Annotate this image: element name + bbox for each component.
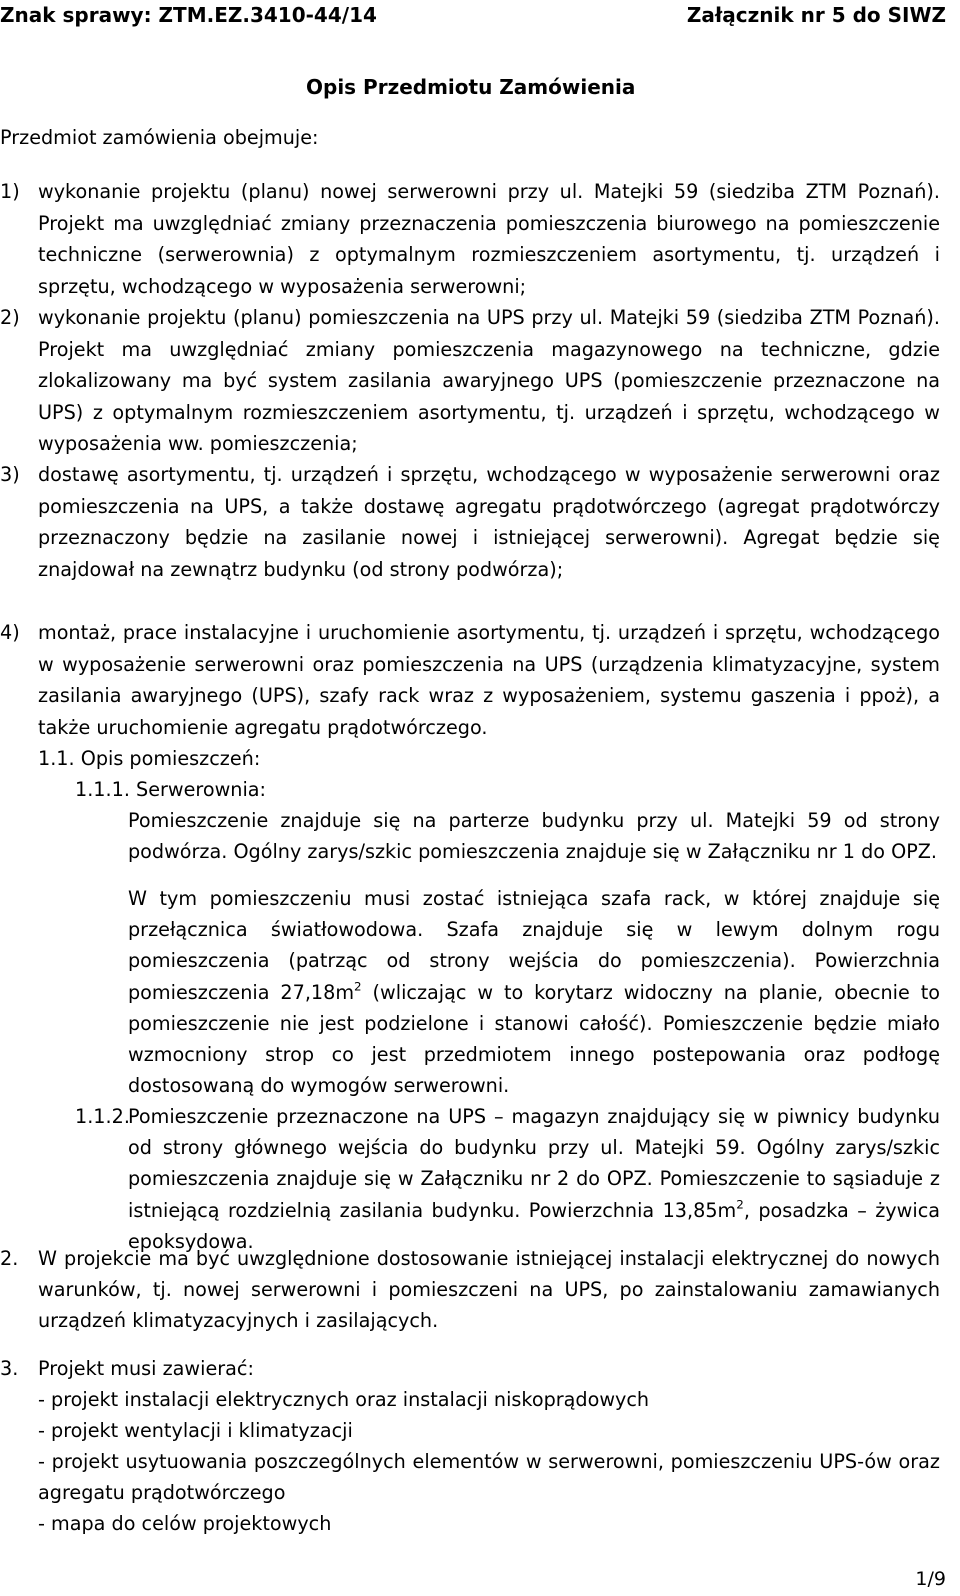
- item-3-number: 3): [0, 463, 20, 486]
- list-item: - projekt wentylacji i klimatyzacji: [38, 1419, 353, 1442]
- point-3-heading: Projekt musi zawierać:: [38, 1357, 254, 1380]
- item-3-text: dostawę asortymentu, tj. urządzeń i sprzętu, wchodzącego w wyposażenie serwerowni oraz pomieszczenia na UPS, a także dostawę agregatu prądotwórczego (agregat prądotwórczy przeznaczony będzie na zasilanie nowej i istniejącej serwerowni). Agregat będzie się znajdował na zewnątrz budynku (od strony podwórza);: [38, 463, 940, 581]
- section-1-1-1-heading: 1.1.1. Serwerownia:: [75, 778, 267, 801]
- document-title: Opis Przedmiotu Zamówienia: [306, 75, 636, 99]
- page-number: 1/9: [915, 1568, 946, 1590]
- item-1-text: wykonanie projektu (planu) nowej serwerowni przy ul. Matejki 59 (siedziba ZTM Poznań). Projekt ma uwzględniać zmiany przeznaczenia pomieszczenia biurowego na pomieszczenie techniczne (serwerownia) z optymalnym rozmieszczeniem asortymentu, tj. urządzeń i sprzętu, wchodzącego w wyposażenia serwerowni;: [38, 180, 940, 298]
- server-room-text-a: W tym pomieszczeniu musi zostać istniejąca szafa rack, w której znajduje się przełącznica światłowodowa. Szafa znajduje się w lewym dolnym rogu pomieszczenia (patrząc od strony wejścia do pomieszczenia). Powierzchnia pomieszczenia 27,18m: [128, 887, 940, 1004]
- point-2: [0, 1243, 940, 1336]
- attachment-label: Załącznik nr 5 do SIWZ: [686, 3, 946, 27]
- intro-line: Przedmiot zamówienia obejmuje:: [0, 126, 319, 149]
- item-4-number: 4): [0, 621, 20, 644]
- item-4-text: montaż, prace instalacyjne i uruchomienie asortymentu, tj. urządzeń i sprzętu, wchodzącego w wyposażenie serwerowni oraz pomieszczenia na UPS (urządzenia klimatyzacyjne, system zasilania awaryjnego (UPS), szafy rack wraz z wyposażeniem, systemu gaszenia i ppoż), a także uruchomienie agregatu prądotwórczego.: [38, 621, 940, 739]
- point-3-number: 3.: [0, 1357, 19, 1380]
- item-4: [0, 617, 940, 743]
- server-room-text-b: (wliczając w to korytarz widoczny na planie, obecnie to pomieszczenie nie jest podzielone i stanowi całość). Pomieszczenie będzie miało wzmocniony strop co jest przedmiotem innego postepowania oraz podłogę dostosowaną do wymogów serwerowni.: [128, 980, 940, 1098]
- item-1-number: 1): [0, 180, 20, 203]
- superscript: 2: [736, 1197, 744, 1212]
- ups-room-text-b: , posadzka – żywica epoksydowa.: [128, 1198, 940, 1253]
- list-item: - projekt instalacji elektrycznych oraz instalacji niskoprądowych: [38, 1388, 650, 1411]
- case-number: Znak sprawy: ZTM.EZ.3410-44/14: [0, 3, 377, 27]
- item-1: [0, 176, 940, 302]
- server-room-description-1: Pomieszczenie znajduje się na parterze budynku przy ul. Matejki 59 od strony podwórza. Ogólny zarys/szkic pomieszczenia znajduje się w Załączniku nr 1 do OPZ.: [128, 809, 940, 864]
- point-2-text: W projekcie ma być uwzględnione dostosowanie istniejącej instalacji elektrycznej do nowych warunków, tj. nowej serwerowni i pomieszczeni na UPS, po zainstalowaniu zamawianych urządzeń klimatyzacyjnych i zasilających.: [38, 1247, 940, 1332]
- item-3: [0, 459, 940, 585]
- point-2-number: 2.: [0, 1247, 19, 1270]
- item-2-text: wykonanie projektu (planu) pomieszczenia na UPS przy ul. Matejki 59 (siedziba ZTM Poznań). Projekt ma uwzględniać zmiany pomieszczenia magazynowego na techniczne, gdzie zlokalizowany ma być system zasilania awaryjnego UPS (pomieszczenie przeznaczone na UPS) z optymalnym rozmieszczeniem asortymentu, tj. urządzeń i sprzętu, wchodzącego w wyposażenia ww. pomieszczenia;: [38, 306, 940, 456]
- section-1-1-heading: 1.1. Opis pomieszczeń:: [38, 747, 261, 770]
- section-1-1-2: [75, 1101, 940, 1257]
- point-3-list: [38, 1384, 940, 1539]
- list-item: - projekt usytuowania poszczególnych elementów w serwerowni, pomieszczeniu UPS-ów oraz agregatu prądotwórczego: [38, 1450, 940, 1504]
- list-item: - mapa do celów projektowych: [38, 1512, 332, 1535]
- section-1-1-2-number: 1.1.2.: [75, 1105, 130, 1128]
- superscript: 2: [354, 979, 362, 994]
- ups-room-text-a: Pomieszczenie przeznaczone na UPS – magazyn znajdujący się w piwnicy budynku od strony głównego wejścia do budynku przy ul. Matejki 59. Ogólny zarys/szkic pomieszczenia znajduje się w Załączniku nr 2 do OPZ. Pomieszczenie to sąsiaduje z istniejącą rozdzielnią zasilania budynku. Powierzchnia 13,85m: [128, 1105, 940, 1222]
- item-2: [0, 302, 940, 460]
- server-room-description-2: [128, 883, 940, 1101]
- item-2-number: 2): [0, 306, 20, 329]
